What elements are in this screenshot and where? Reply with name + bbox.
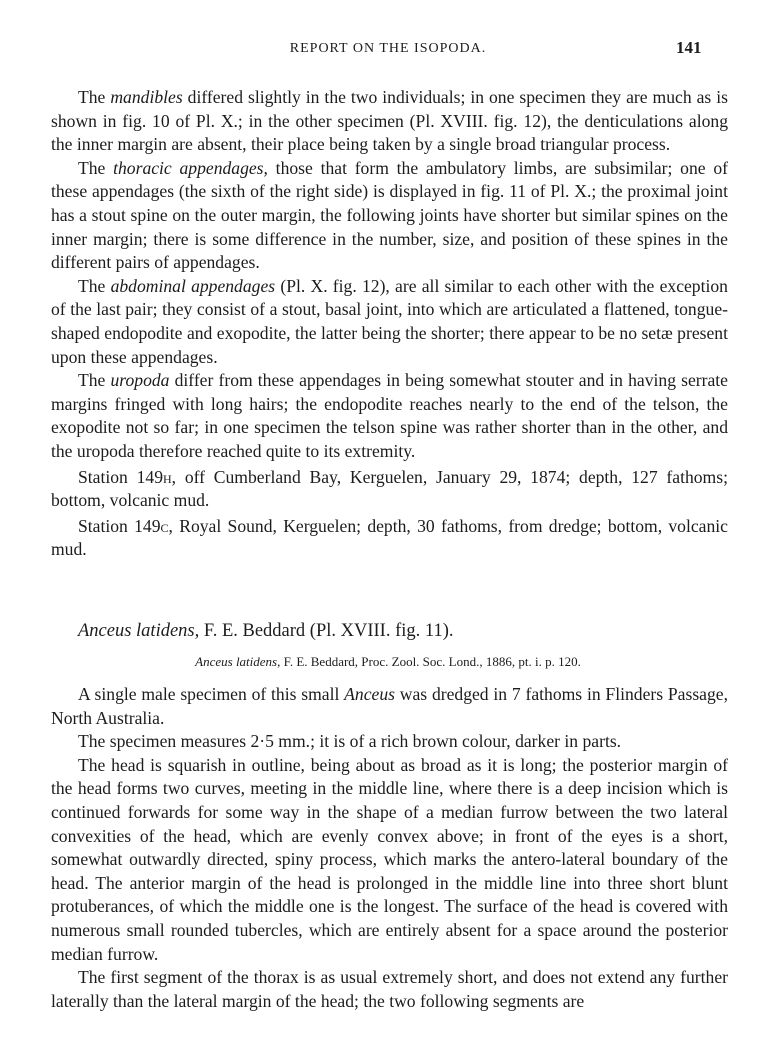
synonymy-reference: Anceus latidens, F. E. Beddard, Proc. Zool. Soc. Lond., 1886, pt. i. p. 120. — [195, 654, 581, 669]
paragraph-specimen: A single male specimen of this small Anceus was dredged in 7 fathoms in Flinders Passage, North Australia. — [51, 684, 728, 728]
body-text-bottom — [51, 683, 728, 1013]
species-name: Anceus latidens, — [78, 621, 200, 641]
paragraph-abdominal-appendages: The abdominal appendages (Pl. X. fig. 12), are all similar to each other with the exception of the last pair; they consist of a stout, basal joint, into which are articulated a flattened, tongue-shaped endopodite and exopodite, the latter being the shorter; there appear to be no setæ present upon these appendages. — [51, 275, 728, 367]
term-anceus: Anceus — [344, 684, 395, 704]
paragraph-thorax: The first segment of the thorax is as usual extremely short, and does not extend any further laterally than the lateral margin of the head; the two following segments are — [51, 967, 728, 1011]
body-text-top — [51, 86, 728, 562]
species-heading: Anceus latidens, F. E. Beddard (Pl. XVIII. fig. 11). — [78, 621, 454, 641]
term-mandibles: mandibles — [110, 87, 183, 107]
page-number: 141 — [676, 38, 702, 57]
paragraph-mandibles: The mandibles differed slightly in the two individuals; in one specimen they are much as is shown in fig. 10 of Pl. X.; in the other specimen (Pl. XVIII. fig. 12), the denticulations along the inner margin are absent, their place being taken by a single broad triangular process. — [51, 87, 728, 155]
term-thoracic-appendages: thoracic appendages, — [113, 157, 268, 178]
paragraph-thoracic-appendages: The thoracic appendages, those that form the ambulatory limbs, are subsimilar; one of these appendages (the sixth of the right side) is displayed in fig. 11 of Pl. X.; the proximal joint has a stout spine on the outer margin, the following joints have shorter but similar spines on the inner margin; there is some difference in the number, size, and position of these spines in the different pairs of appendages. — [51, 157, 728, 273]
paragraph-head: The head is squarish in outline, being about as broad as it is long; the posterior margin of the head forms two curves, meeting in the middle line, where there is a deep incision which is continued forwards for some way in the shape of a median furrow between the two lateral convexities of the head, which are evenly convex above; in front of the eyes is a short, somewhat outwardly directed, spiny process, which marks the antero-lateral boundary of the head. The anterior margin of the head is prolonged in the middle line into three short blunt protuberances, of which the middle one is the longest. The surface of the head is covered with numerous small rounded tubercles, which are entirely absent for a space around the posterior median furrow. — [51, 754, 728, 964]
running-header: REPORT ON THE ISOPODA. — [289, 41, 487, 56]
station-149c: Station 149c, Royal Sound, Kerguelen; depth, 30 fathoms, from dredge; bottom, volcanic mud. — [51, 515, 728, 560]
station-149h: Station 149h, off Cumberland Bay, Kerguelen, January 29, 1874; depth, 127 fathoms; bottom, volcanic mud. — [51, 466, 728, 511]
term-uropoda: uropoda — [110, 370, 170, 391]
paragraph-uropoda: The uropoda differ from these appendages in being somewhat stouter and in having serrate margins fringed with long hairs; the endopodite reaches nearly to the end of the telson, the exopodite not so far; in one specimen the telson spine was rather shorter than in the other, and the uropoda therefore reached quite to its extremity. — [51, 370, 728, 461]
term-abdominal-appendages: abdominal appendages — [110, 275, 276, 296]
paragraph-measurements: The specimen measures 2·5 mm.; it is of a rich brown colour, darker in parts. — [78, 731, 622, 752]
